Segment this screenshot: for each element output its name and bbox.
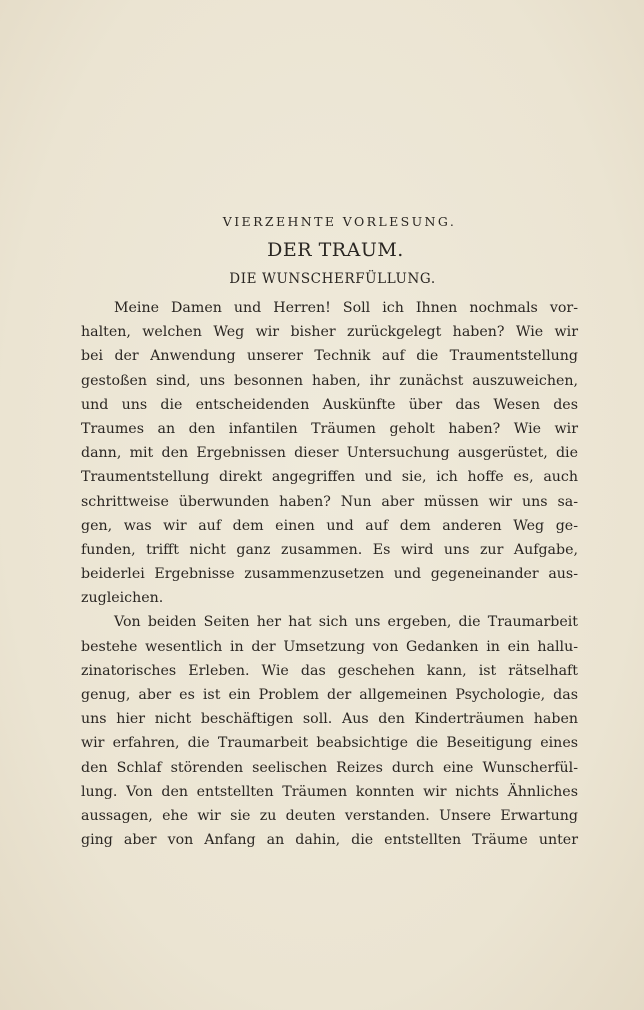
text-line: funden, trifft nicht ganz zusammen. Es wird uns zur Aufgabe, bbox=[81, 541, 578, 558]
text-line: gen, was wir auf dem einen und auf dem anderen Weg ge- bbox=[81, 517, 578, 534]
page-text-block bbox=[81, 212, 578, 852]
text-line: ging aber von Anfang an dahin, die entstellten Träume unter bbox=[81, 832, 578, 849]
text-line: zinatorisches Erleben. Wie das geschehen kann, ist rätselhaft bbox=[81, 662, 578, 679]
chapter-title: DER TRAUM. bbox=[267, 239, 404, 261]
text-line: beiderlei Ergebnisse zusammenzusetzen und gegeneinander aus- bbox=[81, 566, 578, 583]
text-line: bestehe wesentlich in der Umsetzung von Gedanken in ein hallu- bbox=[81, 638, 578, 655]
text-line: Traumes an den infantilen Träumen geholt haben? Wie wir bbox=[81, 420, 578, 437]
text-line: den Schlaf störenden seelischen Reizes durch eine Wunscherfül- bbox=[81, 759, 578, 776]
chapter-label: VIERZEHNTE VORLESUNG. bbox=[222, 214, 457, 229]
text-line: zugleichen. bbox=[81, 590, 164, 607]
text-line: uns hier nicht beschäftigen soll. Aus den Kinderträumen haben bbox=[81, 711, 578, 728]
text-line: lung. Von den entstellten Träumen konnten wir nichts Ähnliches bbox=[81, 783, 578, 800]
text-line: Meine Damen und Herren! Soll ich Ihnen nochmals vor- bbox=[114, 300, 578, 316]
text-line: genug, aber es ist ein Problem der allgemeinen Psychologie, das bbox=[81, 687, 578, 703]
text-line: und uns die entscheidenden Auskünfte über das Wesen des bbox=[81, 396, 578, 413]
text-line: schrittweise überwunden haben? Nun aber müssen wir uns sa- bbox=[81, 493, 578, 510]
text-line: bei der Anwendung unserer Technik auf die Traumentstellung bbox=[81, 348, 578, 365]
paragraph-1 bbox=[81, 296, 578, 610]
text-line: halten, welchen Weg wir bisher zurückgelegt haben? Wie wir bbox=[81, 324, 578, 341]
text-line: wir erfahren, die Traumarbeit beabsichtige die Beseitigung eines bbox=[81, 735, 578, 752]
body-text bbox=[81, 296, 578, 852]
text-line: gestoßen sind, uns besonnen haben, ihr zunächst auszuweichen, bbox=[81, 372, 578, 389]
text-line: dann, mit den Ergebnissen dieser Untersuchung ausgerüstet, die bbox=[81, 445, 578, 462]
section-title: DIE WUNSCHERFÜLLUNG. bbox=[229, 271, 436, 287]
text-line: Traumentstellung direkt angegriffen und sie, ich hoffe es, auch bbox=[81, 469, 578, 486]
text-line: aussagen, ehe wir sie zu deuten verstanden. Unsere Erwartung bbox=[81, 807, 578, 824]
paragraph-2 bbox=[81, 610, 578, 852]
text-line: Von beiden Seiten her hat sich uns ergeben, die Traumarbeit bbox=[114, 614, 578, 631]
